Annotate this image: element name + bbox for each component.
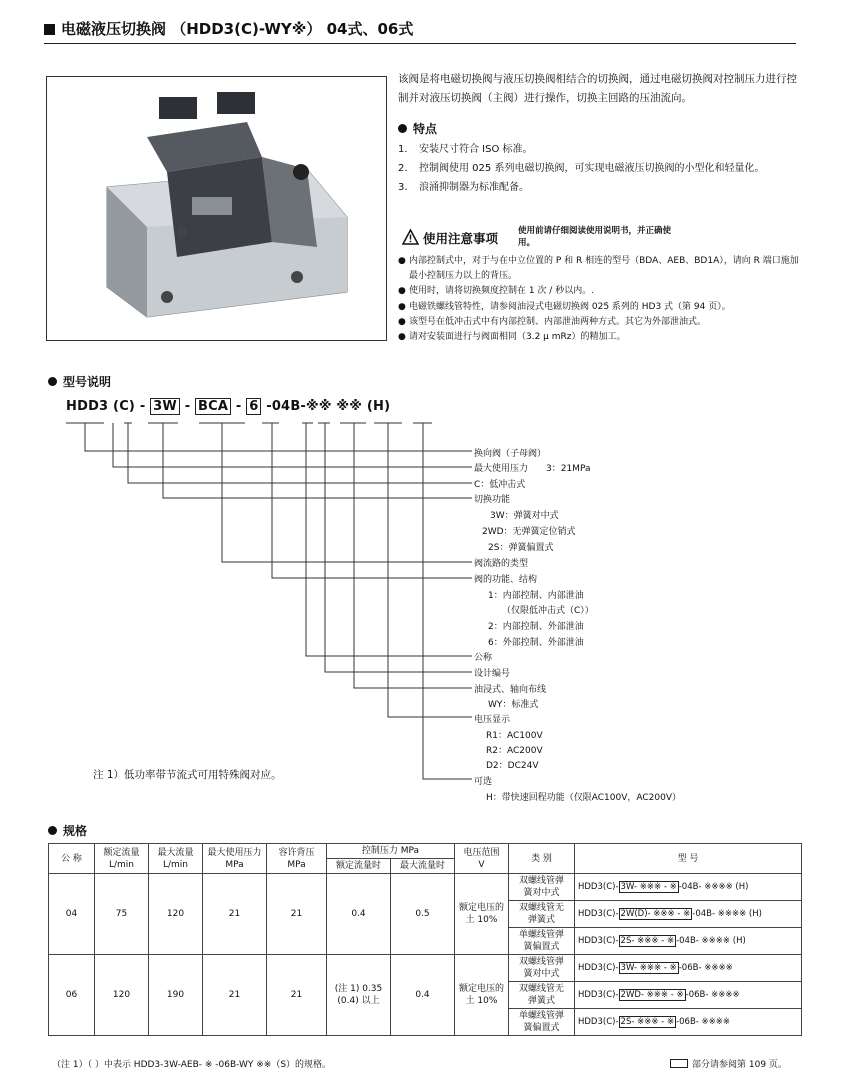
col-header: 电压范围 V: [455, 844, 509, 874]
col-header: 公 称: [49, 844, 95, 874]
table-row: 双螺线管无弹簧式 HDD3(C)- 2WD- ※※※ - ※ -06B- ※※※※: [49, 982, 802, 1009]
footnote-right: 部分请参阅第 109 页。: [670, 1057, 787, 1070]
features-heading: 特点: [398, 120, 437, 137]
list-item: 2. 控制阀使用 025 系列电磁切换阀，可实现电磁液压切换阀的小型化和轻量化。: [398, 163, 765, 174]
col-header: 容许背压 MPa: [267, 844, 327, 874]
list-item: ● 使用时，请将切换频度控制在 1 次 / 秒以内。.: [398, 286, 595, 297]
list-item: ● 电磁铁螺线管特性，请参阅油浸式电磁切换阀 025 系列的 HD3 式（第 94 页）。: [398, 301, 731, 312]
col-header: 类 别: [509, 844, 575, 874]
table-header-row: [49, 844, 802, 859]
table-row: 06 120 190 21 21 (注 1) 0.35 (0.4) 以上 0.4 额定电压的土 10% 双螺线管弹簧对中式 HDD3(C)- 3W- ※※※ - ※ -06B- ※※※※: [49, 955, 802, 982]
model-note: 注 1）低功率带节流式可用特殊阀对应。: [93, 769, 282, 781]
table-row: 单螺线管弹簧偏置式 HDD3(C)- 2S- ※※※ - ※ -06B- ※※※※: [49, 1009, 802, 1036]
model-code: HDD3 (C) - 3W - BCA - 6 -04B-※※ ※※ (H): [66, 399, 391, 414]
box-legend-icon: [670, 1059, 688, 1068]
col-header: 额定流量 L/min: [95, 844, 149, 874]
spec-heading: 规格: [48, 822, 87, 839]
list-item: ● 该型号在低冲击式中有内部控制、内部泄油两种方式。其它为外部泄油式。: [398, 316, 707, 327]
table-row: 04 75 120 21 21 0.4 0.5 额定电压的土 10% 双螺线管弹簧对中式 HDD3(C)- 3W- ※※※ - ※ -04B- ※※※※ (H): [49, 874, 802, 901]
list-item: ● 请对安装面进行与阀面相同（3.2 μ mRz）的精加工。: [398, 332, 626, 343]
list-item: 3. 浪涌抑制器为标准配备。: [398, 182, 529, 193]
model-heading: 型号说明: [48, 373, 111, 390]
col-header: 控制压力 MPa: [327, 844, 455, 859]
col-header: 额定流量时: [327, 859, 391, 874]
col-header: 最大流量 L/min: [149, 844, 203, 874]
list-item: ● 内部控制式中，对于与在中立位置的 P 和 R 相连的型号（BDA、AEB、BD1A），请向 R 端口施加最小控制压力以上的背压。: [398, 256, 799, 282]
bullet-icon: [48, 826, 57, 835]
table-row: 双螺线管无弹簧式 HDD3(C)- 2W(D)- ※※※ - ※ -04B- ※※※※ (H): [49, 901, 802, 928]
col-header: 最大流量时: [391, 859, 455, 874]
col-header: 型 号: [575, 844, 802, 874]
footnote: （注 1）（ ）中表示 HDD3-3W-AEB- ※ -06B-WY ※※（S）的规格。: [52, 1060, 332, 1070]
spec-table: [48, 843, 802, 1036]
col-header: 最大使用压力 MPa: [203, 844, 267, 874]
caution-heading: 使用注意事项 使用前请仔细阅读使用说明书，并正确使用。: [402, 227, 802, 253]
list-item: 1. 安装尺寸符合 ISO 标准。: [398, 144, 533, 155]
intro-text: 该阀是将电磁切换阀与液压切换阀相结合的切换阀，通过电磁切换阀对控制压力进行控制并对液压切换阀（主阀）进行操作，切换主回路的压油流向。: [398, 73, 797, 104]
table-row: 单螺线管弹簧偏置式 HDD3(C)- 2S- ※※※ - ※ -04B- ※※※※ (H): [49, 928, 802, 955]
page-title: 电磁液压切换阀 （HDD3(C)-WY※） 04式、06式: [44, 18, 796, 44]
